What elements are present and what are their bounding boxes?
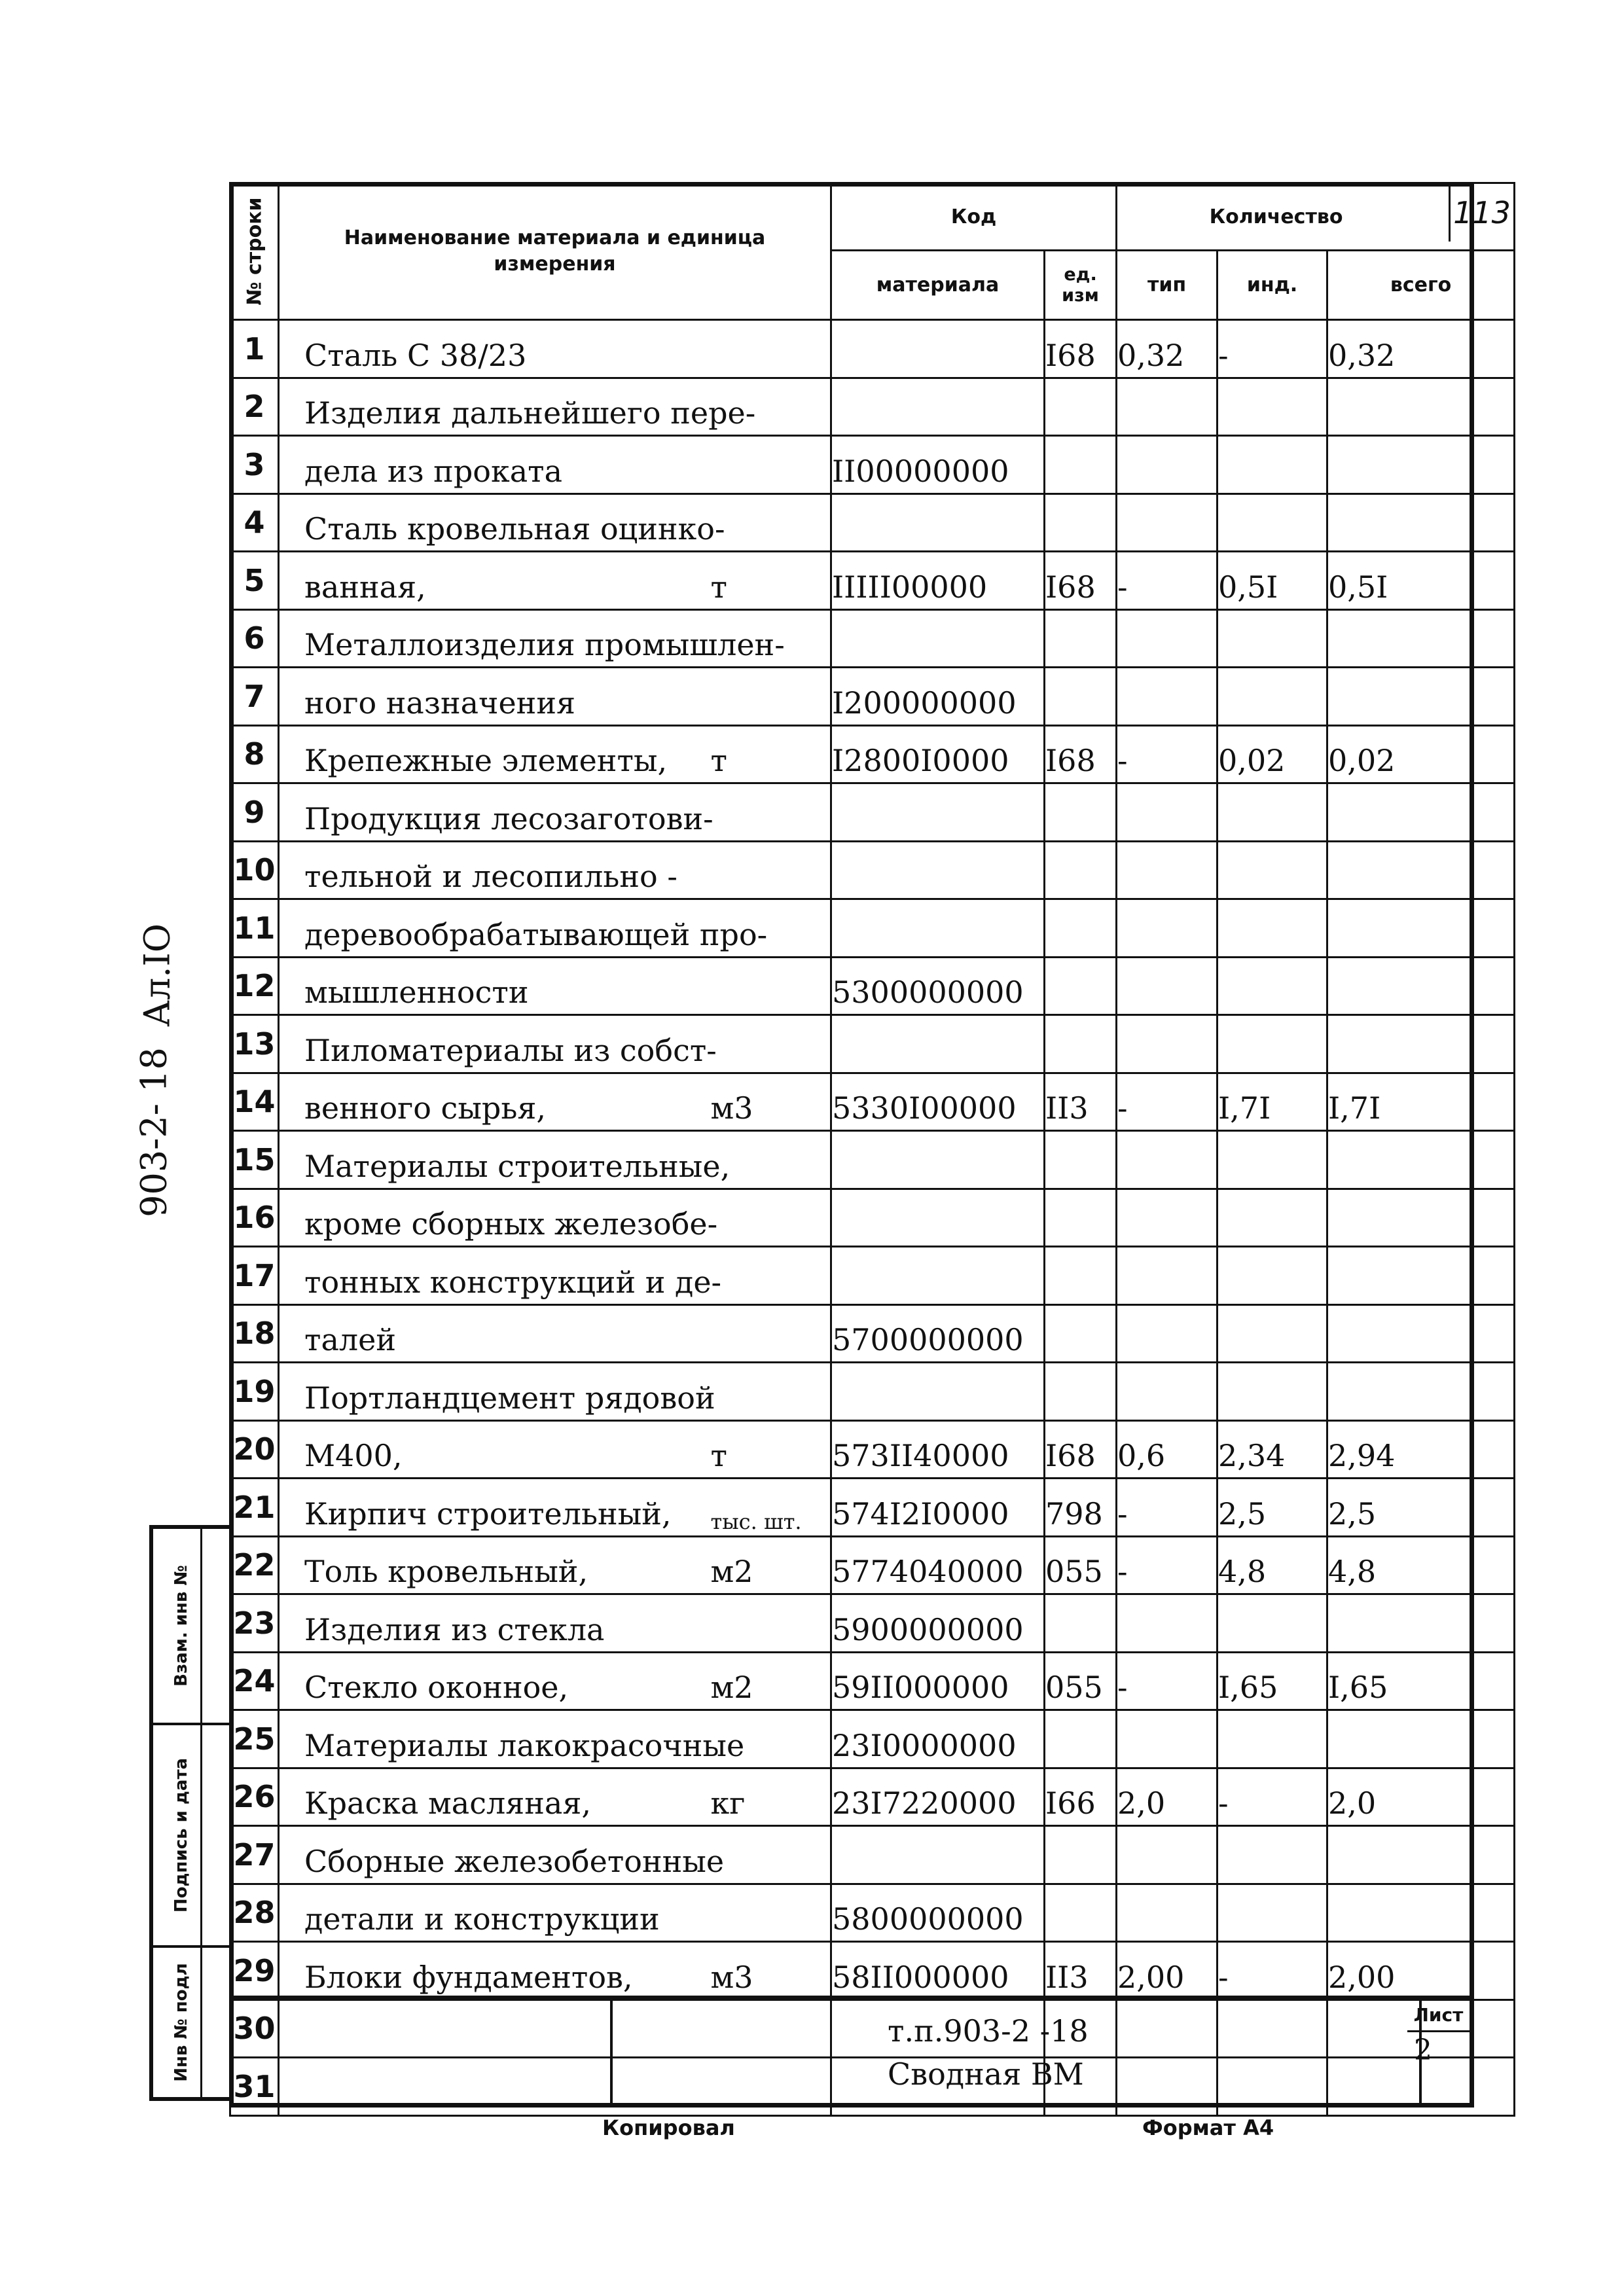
material-code-cell: 5330I00000 — [831, 1073, 1045, 1131]
qty-ind-cell: - — [1218, 1768, 1327, 1826]
row-number-cell: 31 — [230, 2058, 279, 2116]
material-name-cell: деревообрабатывающей про- — [279, 899, 711, 958]
row-number-cell: 12 — [230, 957, 279, 1015]
material-name-cell: Сталь кровельная оцинко- — [279, 493, 711, 552]
material-name-cell: Толь кровельный, — [279, 1536, 711, 1594]
unit-of-measure-cell: м2 — [711, 1536, 831, 1594]
title-sheet-cell — [1407, 2000, 1470, 2103]
unit-code-cell: 055 — [1045, 1536, 1117, 1594]
title-doc-title: Сводная ВМ — [888, 2056, 1084, 2092]
material-name-cell: Кирпич строительный, — [279, 1479, 711, 1537]
qty-type-header: тип — [1117, 251, 1218, 320]
material-name-cell: ного назначения — [279, 668, 711, 726]
material-name-cell: Материалы строительные, — [279, 1131, 711, 1189]
stamp-cell-replacement — [153, 1529, 229, 1725]
qty-total-header: всего — [1327, 251, 1515, 320]
qty-ind-cell: - — [1218, 320, 1327, 378]
material-code-cell: I200000000 — [831, 668, 1045, 726]
material-name-cell: Крепежные элементы, — [279, 725, 711, 783]
material-name-cell: Изделия дальнейшего пере- — [279, 378, 711, 436]
qty-ind-cell: 0,02 — [1218, 725, 1327, 783]
unit-code-cell: II3 — [1045, 1942, 1117, 2000]
qty-total-cell: 2,5 — [1327, 1479, 1515, 1537]
table-frame — [229, 182, 1474, 2000]
material-name-cell: Блоки фундаментов, — [279, 1942, 711, 2000]
qty-type-cell: - — [1117, 1652, 1218, 1710]
qty-total-cell: 0,02 — [1327, 725, 1515, 783]
row-number-cell: 17 — [230, 1247, 279, 1305]
material-name-cell: Материалы лакокрасочные — [279, 1710, 711, 1768]
material-name-cell: венного сырья, — [279, 1073, 711, 1131]
row-number-cell: 6 — [230, 609, 279, 668]
qty-type-cell: 2,0 — [1117, 1768, 1218, 1826]
stamp-cell-signature — [153, 1725, 229, 1948]
material-code-cell: 23I0000000 — [831, 1710, 1045, 1768]
row-number-cell: 29 — [230, 1942, 279, 2000]
row-number-cell: 18 — [230, 1304, 279, 1363]
material-name-cell: мышленности — [279, 957, 711, 1015]
material-code-cell: II00000000 — [831, 436, 1045, 494]
qty-type-cell: 0,6 — [1117, 1420, 1218, 1479]
material-code-cell: 574I2I0000 — [831, 1479, 1045, 1537]
row-number-cell: 30 — [230, 2000, 279, 2058]
qty-type-cell: - — [1117, 1479, 1218, 1537]
row-number-cell: 16 — [230, 1189, 279, 1247]
row-number-cell: 1 — [230, 320, 279, 378]
material-name-cell: Сборные железобетонные — [279, 1826, 711, 1884]
material-name-cell: М400, — [279, 1420, 711, 1479]
code-unit-header: ед. изм — [1045, 251, 1117, 320]
qty-total-cell: 2,0 — [1327, 1768, 1515, 1826]
material-name-cell: Портландцемент рядовой — [279, 1363, 711, 1421]
material-code-cell: I2800I0000 — [831, 725, 1045, 783]
unit-of-measure-cell: тыс. шт. — [711, 1479, 831, 1537]
row-number-header: № строки — [230, 183, 279, 320]
material-name-cell: Стекло оконное, — [279, 1652, 711, 1710]
qty-ind-cell: 2,34 — [1218, 1420, 1327, 1479]
row-number-cell: 20 — [230, 1420, 279, 1479]
side-album-code — [118, 870, 196, 1080]
unit-code-cell: I68 — [1045, 320, 1117, 378]
qty-total-cell: 4,8 — [1327, 1536, 1515, 1594]
title-block-main — [610, 2000, 1422, 2103]
row-number-cell: 15 — [230, 1131, 279, 1189]
title-doc-code: т.п.903-2 -18 — [888, 2013, 1089, 2049]
row-number-cell: 13 — [230, 1015, 279, 1073]
row-number-cell: 5 — [230, 552, 279, 610]
material-name-cell: тонных конструкций и де- — [279, 1247, 711, 1305]
code-group-header: Код — [831, 183, 1117, 251]
row-number-cell: 11 — [230, 899, 279, 958]
unit-of-measure-cell: т — [711, 725, 831, 783]
material-code-cell: 59II000000 — [831, 1652, 1045, 1710]
row-number-cell: 9 — [230, 783, 279, 842]
material-name-cell: Пиломатериалы из собст- — [279, 1015, 711, 1073]
unit-of-measure-cell: кг — [711, 1768, 831, 1826]
material-name-cell: Изделия из стекла — [279, 1594, 711, 1653]
stamp-label-signature: Подпись и дата — [171, 1757, 191, 1913]
material-code-cell: IIIII00000 — [831, 552, 1045, 610]
material-code-cell: 5300000000 — [831, 957, 1045, 1015]
row-number-cell: 8 — [230, 725, 279, 783]
unit-code-cell: II3 — [1045, 1073, 1117, 1131]
qty-type-cell: - — [1117, 725, 1218, 783]
qty-total-cell: 0,5I — [1327, 552, 1515, 610]
material-name-cell: ванная, — [279, 552, 711, 610]
side-doc-code-text: 903-2- 18 — [133, 1047, 175, 1217]
material-name-cell: Продукция лесозаготови- — [279, 783, 711, 842]
qty-ind-cell: 0,5I — [1218, 552, 1327, 610]
qty-type-cell: - — [1117, 1073, 1218, 1131]
unit-code-cell: I68 — [1045, 552, 1117, 610]
row-number-cell: 14 — [230, 1073, 279, 1131]
footer-format: Формат А4 — [1142, 2115, 1274, 2140]
stamp-label-replacement: Взам. инв № — [171, 1565, 191, 1687]
row-number-cell: 10 — [230, 841, 279, 899]
row-number-cell: 24 — [230, 1652, 279, 1710]
qty-total-cell: 0,32 — [1327, 320, 1515, 378]
code-material-header: материала — [831, 251, 1045, 320]
material-code-cell: 5700000000 — [831, 1304, 1045, 1363]
unit-of-measure-cell: м3 — [711, 1942, 831, 2000]
qty-ind-header: инд. — [1218, 251, 1327, 320]
material-code-cell: 573II40000 — [831, 1420, 1045, 1479]
row-number-cell: 22 — [230, 1536, 279, 1594]
row-number-cell: 7 — [230, 668, 279, 726]
row-number-cell: 27 — [230, 1826, 279, 1884]
material-name-cell: кроме сборных железобе- — [279, 1189, 711, 1247]
row-number-cell: 2 — [230, 378, 279, 436]
material-name-cell: талей — [279, 1304, 711, 1363]
material-name-cell: Сталь С 38/23 — [279, 320, 711, 378]
side-album-text: Ал.IO — [136, 924, 178, 1027]
row-number-cell: 28 — [230, 1884, 279, 1942]
title-sheet-label: Лист — [1407, 2000, 1470, 2032]
qty-type-cell: - — [1117, 1536, 1218, 1594]
row-number-cell: 25 — [230, 1710, 279, 1768]
material-code-cell: 5800000000 — [831, 1884, 1045, 1942]
sheet-stamp-number: 113 — [1449, 184, 1513, 242]
row-number-cell: 19 — [230, 1363, 279, 1421]
quantity-group-header: Количество 113 — [1117, 183, 1515, 251]
title-sheet-value: 2 — [1414, 2034, 1432, 2067]
row-number-cell: 26 — [230, 1768, 279, 1826]
qty-ind-cell: 4,8 — [1218, 1536, 1327, 1594]
material-name-cell: детали и конструкции — [279, 1884, 711, 1942]
stamp-label-original: Инв № подл — [171, 1963, 191, 2082]
material-name-cell: дела из проката — [279, 436, 711, 494]
material-name-cell: Краска масляная, — [279, 1768, 711, 1826]
qty-ind-cell: I,65 — [1218, 1652, 1327, 1710]
qty-total-cell: I,65 — [1327, 1652, 1515, 1710]
unit-of-measure-cell: т — [711, 552, 831, 610]
qty-total-cell: 2,94 — [1327, 1420, 1515, 1479]
unit-code-cell: I68 — [1045, 725, 1117, 783]
material-name-header: Наименование материала и единица измерения — [279, 183, 831, 320]
unit-code-cell: 798 — [1045, 1479, 1117, 1537]
title-block — [229, 2000, 1474, 2108]
unit-code-cell: I66 — [1045, 1768, 1117, 1826]
unit-of-measure-cell: м3 — [711, 1073, 831, 1131]
row-number-cell: 23 — [230, 1594, 279, 1653]
qty-ind-cell: - — [1218, 1942, 1327, 2000]
qty-total-cell: 2,00 — [1327, 1942, 1515, 2000]
material-code-cell: 23I7220000 — [831, 1768, 1045, 1826]
qty-ind-cell: I,7I — [1218, 1073, 1327, 1131]
unit-of-measure-cell: м2 — [711, 1652, 831, 1710]
material-name-cell: тельной и лесопильно - — [279, 841, 711, 899]
unit-of-measure-cell: т — [711, 1420, 831, 1479]
material-name-cell: Металлоизделия промышлен- — [279, 609, 711, 668]
material-code-cell: 5900000000 — [831, 1594, 1045, 1653]
unit-code-cell: 055 — [1045, 1652, 1117, 1710]
row-number-cell: 21 — [230, 1479, 279, 1537]
unit-code-cell: I68 — [1045, 1420, 1117, 1479]
qty-ind-cell: 2,5 — [1218, 1479, 1327, 1537]
stamp-cell-original — [153, 1948, 229, 2097]
qty-type-cell: 0,32 — [1117, 320, 1218, 378]
approval-stamp — [149, 1525, 233, 2101]
row-number-cell: 4 — [230, 493, 279, 552]
footer-copied: Копировал — [602, 2115, 735, 2140]
qty-type-cell: 2,00 — [1117, 1942, 1218, 2000]
material-code-cell: 58II000000 — [831, 1942, 1045, 2000]
material-code-cell: 5774040000 — [831, 1536, 1045, 1594]
row-number-cell: 3 — [230, 436, 279, 494]
qty-total-cell: I,7I — [1327, 1073, 1515, 1131]
qty-type-cell: - — [1117, 552, 1218, 610]
